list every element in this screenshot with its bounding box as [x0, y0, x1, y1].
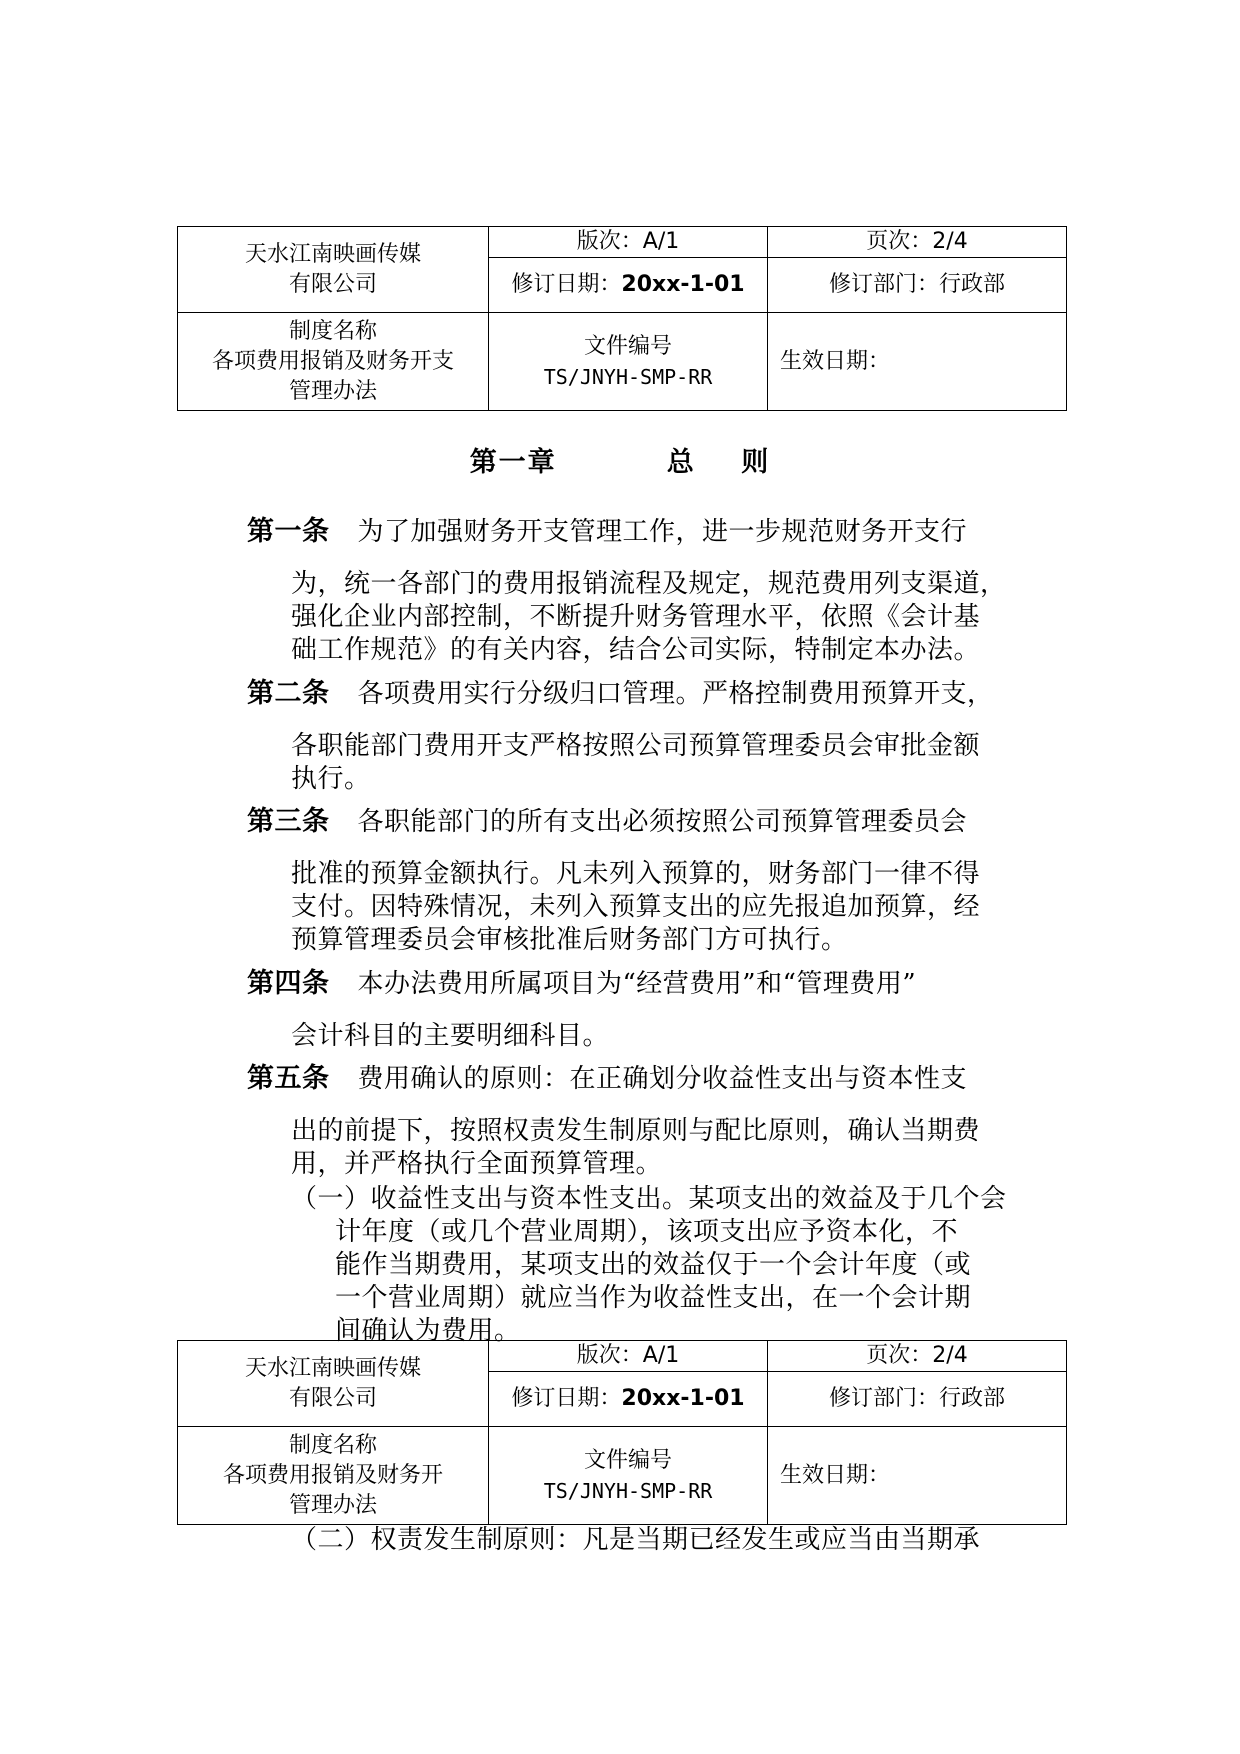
revise-date-cell: 修订日期：20xx-1-01 — [489, 258, 768, 313]
policy-name-line1: 各项费用报销及财务开 — [222, 1462, 443, 1488]
doc-no-value: TS/JNYH-SMP-RR — [543, 1478, 713, 1503]
article-line: 各职能部门费用开支严格按照公司预算管理委员会审批金额 — [291, 731, 981, 761]
sub-item-1 — [291, 1183, 1057, 1348]
article-line: 预算管理委员会审核批准后财务部门方可执行。 — [291, 925, 848, 955]
company-name-line2: 有限公司 — [288, 1385, 377, 1411]
article-head: 本办法费用所属项目为“经营费用”和“管理费用” — [357, 969, 917, 999]
article-line: 会计科目的主要明细科目。 — [291, 1021, 610, 1051]
sub-item-2 — [291, 1524, 1057, 1557]
revise-date-value: 20xx-1-01 — [621, 272, 745, 297]
doc-no-label: 文件编号 — [583, 1447, 672, 1473]
company-name-line1: 天水江南映画传媒 — [244, 1355, 421, 1381]
company-name-line2: 有限公司 — [288, 271, 377, 297]
sub-item-line: 间确认为费用。 — [335, 1316, 521, 1346]
article-head: 为了加强财务开支管理工作，进一步规范财务开支行 — [357, 517, 968, 547]
article-line: 执行。 — [291, 764, 371, 794]
article-line: 出的前提下，按照权责发生制原则与配比原则，确认当期费 — [291, 1116, 981, 1146]
article-label: 第二条 — [247, 678, 330, 709]
company-name-line1: 天水江南映画传媒 — [244, 241, 421, 267]
article-label: 第一条 — [247, 516, 330, 547]
chapter-heading — [0, 440, 1240, 479]
header-table-top — [177, 226, 1067, 411]
sub-item-line: 能作当期费用，某项支出的效益仅于一个会计年度（或 — [335, 1250, 972, 1280]
company-cell — [178, 1341, 489, 1427]
article-head: 费用确认的原则：在正确划分收益性支出与资本性支 — [357, 1064, 968, 1094]
sub-item-first-line: （二）权责发生制原则：凡是当期已经发生或应当由当期承 — [291, 1525, 981, 1555]
header-table-bottom — [177, 1340, 1067, 1525]
article-5 — [247, 1061, 1057, 1181]
article-label: 第五条 — [247, 1063, 330, 1094]
revise-date-cell: 修订日期：20xx-1-01 — [489, 1372, 768, 1427]
revise-dept-cell: 修订部门：行政部 — [768, 258, 1067, 313]
article-line: 支付。因特殊情况，未列入预算支出的应先报追加预算，经 — [291, 892, 981, 922]
page-cell: 页次：2/4 — [768, 1341, 1067, 1372]
chapter-title: 总 则 — [666, 447, 771, 478]
article-head: 各项费用实行分级归口管理。严格控制费用预算开支， — [357, 679, 994, 709]
policy-name-cell — [178, 313, 489, 411]
policy-name-label: 制度名称 — [288, 1432, 377, 1458]
sub-item-line: 计年度（或几个营业周期），该项支出应予资本化，不 — [335, 1217, 959, 1247]
sub-item-line: 一个营业周期）就应当作为收益性支出，在一个会计期 — [335, 1283, 972, 1313]
policy-name-line2: 管理办法 — [288, 1492, 377, 1518]
doc-no-label: 文件编号 — [583, 333, 672, 359]
article-label: 第三条 — [247, 806, 330, 837]
company-cell — [178, 227, 489, 313]
policy-name-line2: 管理办法 — [288, 378, 377, 404]
version-cell: 版次：A/1 — [489, 1341, 768, 1372]
article-label: 第四条 — [247, 968, 330, 999]
version-cell: 版次：A/1 — [489, 227, 768, 258]
effective-date-cell: 生效日期： — [768, 313, 1067, 411]
article-2 — [247, 676, 1057, 796]
article-4 — [247, 966, 1057, 1053]
policy-name-label: 制度名称 — [288, 318, 377, 344]
chapter-number: 第一章 — [469, 447, 557, 478]
page-cell: 页次：2/4 — [768, 227, 1067, 258]
article-line: 础工作规范》的有关内容，结合公司实际，特制定本办法。 — [291, 635, 981, 665]
article-1 — [247, 514, 1057, 667]
article-line: 强化企业内部控制，不断提升财务管理水平，依照《会计基 — [291, 602, 981, 632]
article-head: 各职能部门的所有支出必须按照公司预算管理委员会 — [357, 807, 968, 837]
sub-item-first-line: （一）收益性支出与资本性支出。某项支出的效益及于几个会 — [291, 1184, 1007, 1214]
doc-no-cell — [489, 313, 768, 411]
article-line: 批准的预算金额执行。凡未列入预算的，财务部门一律不得 — [291, 859, 981, 889]
effective-date-cell: 生效日期： — [768, 1427, 1067, 1525]
doc-no-cell — [489, 1427, 768, 1525]
article-line: 用，并严格执行全面预算管理。 — [291, 1149, 663, 1179]
policy-name-cell — [178, 1427, 489, 1525]
revise-dept-cell: 修订部门：行政部 — [768, 1372, 1067, 1427]
revise-date-value: 20xx-1-01 — [621, 1386, 745, 1411]
doc-no-value: TS/JNYH-SMP-RR — [543, 364, 713, 389]
policy-name-line1: 各项费用报销及财务开支 — [211, 348, 454, 374]
article-line: 为，统一各部门的费用报销流程及规定，规范费用列支渠道， — [291, 569, 1007, 599]
article-3 — [247, 804, 1057, 957]
